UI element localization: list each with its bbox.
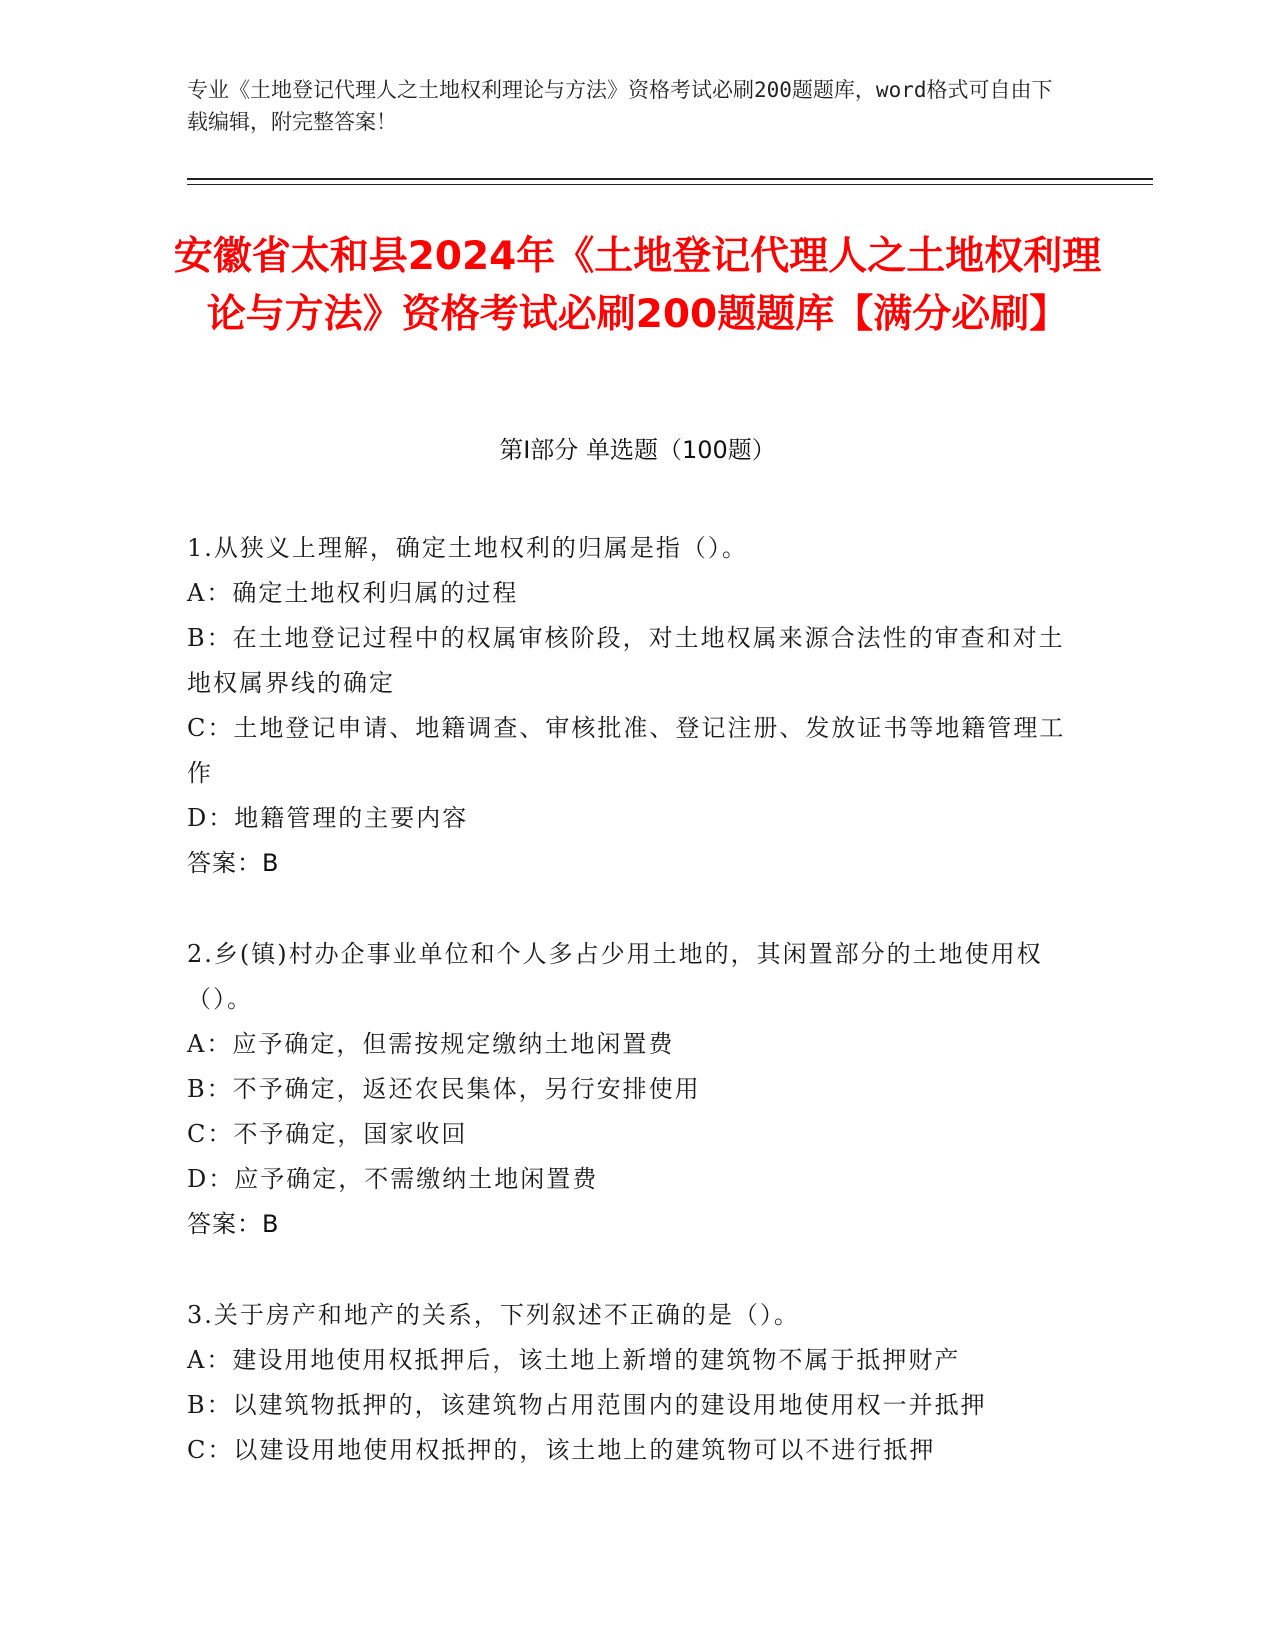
option-c: C：不予确定，国家收回 (187, 1120, 468, 1148)
question-answer: 答案：B (187, 849, 280, 877)
option-b: B：以建筑物抵押的，该建筑物占用范围内的建设用地使用权一并抵押 (187, 1391, 987, 1419)
option-c: C：以建设用地使用权抵押的，该土地上的建筑物可以不进行抵押 (187, 1436, 936, 1464)
option-c: C：土地登记申请、地籍调查、审核批准、登记注册、发放证书等地籍管理工作 (187, 714, 1066, 787)
option-a: A：应予确定，但需按规定缴纳土地闲置费 (187, 1030, 675, 1058)
question-1 (187, 526, 1087, 886)
document-title: 安徽省太和县2024年《土地登记代理人之土地权利理论与方法》资格考试必刷200题题库【满分必刷】 (173, 234, 1102, 337)
section-heading: 第Ⅰ部分 单选题（100题） (499, 436, 776, 464)
question-list (187, 526, 1087, 1519)
question-2 (187, 932, 1087, 1247)
header-divider-thick (187, 178, 1153, 180)
question-3 (187, 1293, 1087, 1473)
question-stem: 2.乡(镇)村办企事业单位和个人多占少用土地的，其闲置部分的土地使用权（）。 (187, 940, 1043, 1013)
option-b: B：在土地登记过程中的权属审核阶段，对土地权属来源合法性的审查和对土地权属界线的确定 (187, 624, 1065, 697)
option-a: A：确定土地权利归属的过程 (187, 579, 519, 607)
option-a: A：建设用地使用权抵押后，该土地上新增的建筑物不属于抵押财产 (187, 1346, 961, 1374)
option-d: D：地籍管理的主要内容 (187, 804, 469, 832)
header-divider-thin (187, 184, 1153, 185)
question-stem: 3.关于房产和地产的关系，下列叙述不正确的是（）。 (187, 1301, 800, 1329)
document-header: 专业《土地登记代理人之土地权利理论与方法》资格考试必刷200题题库，word格式可自由下载编辑，附完整答案！ (187, 78, 1053, 134)
option-d: D：应予确定，不需缴纳土地闲置费 (187, 1165, 599, 1193)
option-b: B：不予确定，返还农民集体，另行安排使用 (187, 1075, 701, 1103)
question-answer: 答案：B (187, 1210, 280, 1238)
question-stem: 1.从狭义上理解，确定土地权利的归属是指（）。 (187, 534, 748, 562)
